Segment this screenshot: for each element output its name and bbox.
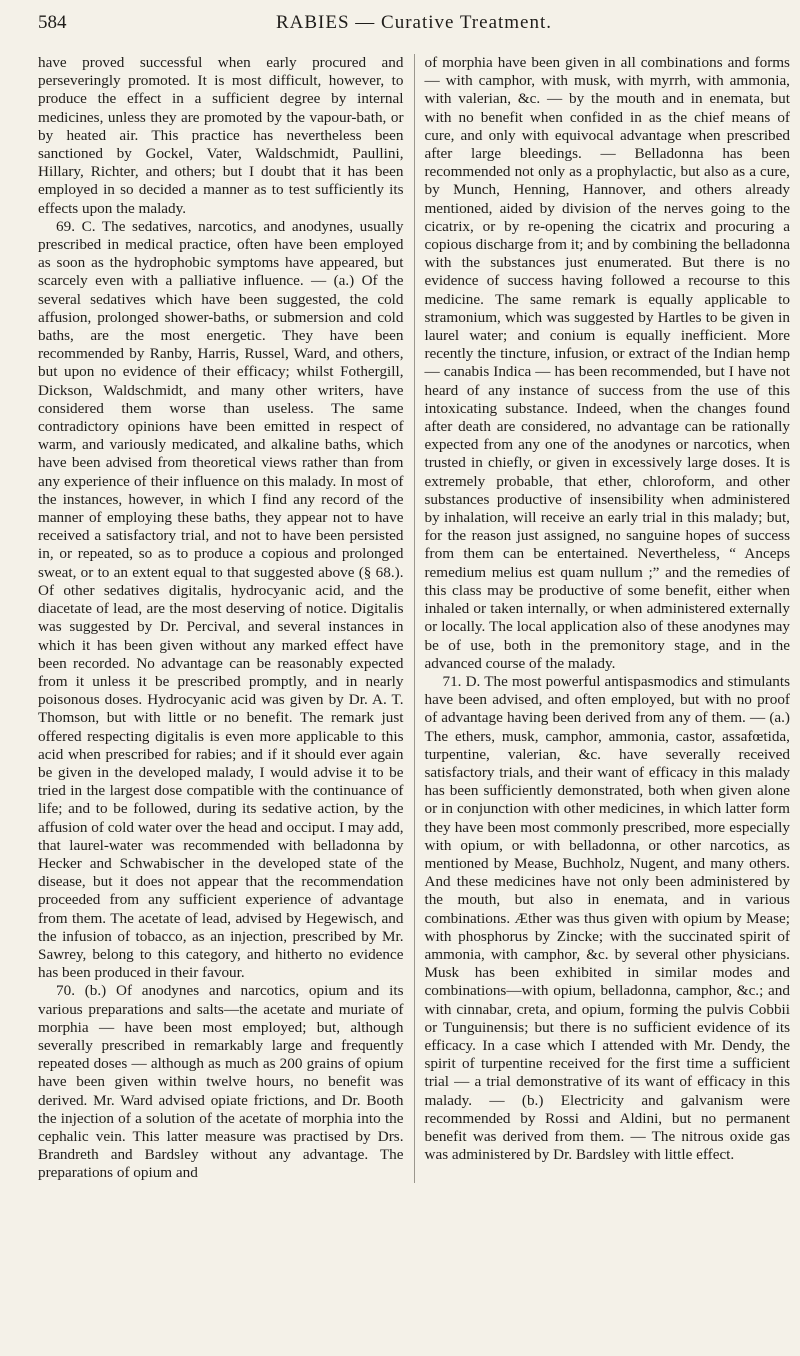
paragraph: 71. D. The most powerful antispasmodics and stimulants have been advised, and often employed, but with no proof of advantage having been derived from any of them. — (a.) The ethers, musk, camphor, ammonia, castor, assafœtida, turpentine, valerian, &c. have severally received satisfactory trials, and their want of efficacy in this malady has been sufficiently demonstrated, both when given alone or in conjunction with other medicines, in which latter form they have been most commonly prescribed, more especially with opium, or with belladonna, or other narcotics, as mentioned by Mease, Buchholz, Nugent, and many others. And these medicines have not only been administered by the mouth, but also in enemata, and in various combinations. Æther was thus given with opium by Mease; with phosphorus by Zincke; with the succinated spirit of ammonia, with camphor, &c. by several other physicians. Musk has been exhibited in similar modes and combinations—with opium, belladonna, camphor, &c.; and with cinnabar, creta, and opium, forming the pulvis Cobbii or Tunguinensis; but there is no sufficient evidence of its efficacy. In a case which I attended with Mr. Dendy, the spirit of turpentine received for the first time a sufficient trial — a trial demonstrative of its want of efficacy in this malady. — (b.) Electricity and galvanism were recommended by Rossi and Aldini, but no permanent benefit was derived from them. — The nitrous oxide gas was administered by Dr. Bardsley with little effect.: [424, 672, 790, 1164]
page-number: 584: [38, 12, 67, 33]
paragraph: of morphia have been given in all combinations and forms — with camphor, with musk, with myrrh, with ammonia, with valerian, &c. — by the mouth and in enemata, but with no benefit when confided in as the chief means of cure, and only with equivocal advantage when prescribed after large bleedings. — Belladonna has been recommended not only as a prophylactic, but also as a cure, by Munch, Henning, Hannover, and others already mentioned, aided by division of the nerves going to the cicatrix, or by re-opening the cicatrix and procuring a copious discharge from it; and by combining the belladonna with the substances just enumerated. But there is no evidence of success having followed a recourse to this medicine. The same remark is equally applicable to stramonium, which was suggested by Hartles to be given in laurel water; and conium is equally inefficient. More recently the tincture, infusion, or extract of the Indian hemp — canabis Indica — has been recommended, but I have not heard of any instance of success from the use of this intoxicating substance. Indeed, when the changes found after death are considered, no advantage can be rationally expected from any one of the anodynes or narcotics, when trusted in chiefly, or given in excessively large doses. It is extremely probable, that ether, chloroform, and other substances productive of insensibility when administered by inhalation, will receive an early trial in this malady; but, for the reason just assigned, no sanguine hopes of success from them can be entertained. Nevertheless, “ Anceps remedium melius est quam nullum ;” and the remedies of this class may be productive of some benefit, either when inhaled or taken internally, or when administered externally or locally. The local application also of these anodynes may be of use, both in the premonitory stage, and in the advanced course of the malady.: [424, 54, 790, 672]
left-column: [38, 54, 404, 1183]
running-title: RABIES — Curative Treatment.: [275, 12, 553, 33]
right-column: [424, 54, 790, 1183]
page-header: [38, 12, 790, 48]
paragraph: have proved successful when early procured and perseveringly promoted. It is most difficult, however, to produce the effect in a sufficient degree by internal medicines, unless they are promoted by the vapour-bath, or by heated air. This practice has nevertheless been sanctioned by Gockel, Vater, Waldschmidt, Paullini, Hillary, Richter, and others; but I doubt that it has been employed in so decided a manner as to test sufficiently its effects upon the malady.: [38, 54, 404, 217]
paragraph: 70. (b.) Of anodynes and narcotics, opium and its various preparations and salts—the acetate and muriate of morphia — have been most employed; but, although severally prescribed in remarkably large and frequently repeated doses — although as much as 200 grains of opium have been given within twelve hours, no benefit was derived. Mr. Ward advised opiate frictions, and Dr. Booth the injection of a solution of the acetate of morphia into the cephalic vein. This latter measure was practised by Drs. Brandreth and Bardsley without any advantage. The preparations of opium and: [38, 982, 404, 1182]
text-columns: [38, 54, 790, 1183]
column-divider: [414, 54, 415, 1183]
paragraph: 69. C. The sedatives, narcotics, and anodynes, usually prescribed in medical practice, often have been employed as soon as the hydrophobic symptoms have appeared, but scarcely even with a palliative influence. — (a.) Of the several sedatives which have been suggested, the cold affusion, prolonged shower-baths, or submersion and cold baths, are the most energetic. They have been recommended by Ranby, Harris, Russel, Ward, and others, but upon no evidence of their efficacy; whilst Fothergill, Dickson, Waldschmidt, and many other writers, have considered them worse than useless. The same contradictory opinions have been emitted in respect of warm, and variously medicated, and alkaline baths, which have been advised from theoretical views rather than from any experience of their influence on this malady. In most of the instances, however, in which I find any record of the manner of employing these baths, they appear not to have received a satisfactory trial, and not to have been persisted in, or repeated, so as to produce a copious and prolonged sweat, or to an extent equal to that suggested above (§ 68.). Of other sedatives digitalis, hydrocyanic acid, and the diacetate of lead, are the most deserving of notice. Digitalis was suggested by Dr. Percival, and several instances in which it has been given without any marked effect have been recorded. No advantage can be reasonably expected from it unless it be prescribed promptly, and in nearly poisonous doses. Hydrocyanic acid was given by Dr. A. T. Thomson, but with little or no benefit. The remark just offered respecting digitalis is even more applicable to this acid when prescribed for rabies; and if it should ever again be given in the developed malady, I would advise it to be tried in the largest dose compatible with the continuance of life; and to be followed, during its sedative action, by the affusion of cold water over the head and occiput. I may add, that laurel-water was recommended with belladonna by Hecker and Schwabischer in the developed state of the disease, but it does not appear that the recommendation proceeded from any sufficient experience of advantage from them. The acetate of lead, advised by Hegewisch, and the infusion of tobacco, as an injection, prescribed by Mr. Sawrey, belong to this category, and hitherto no evidence has been produced in their favour.: [38, 217, 404, 982]
